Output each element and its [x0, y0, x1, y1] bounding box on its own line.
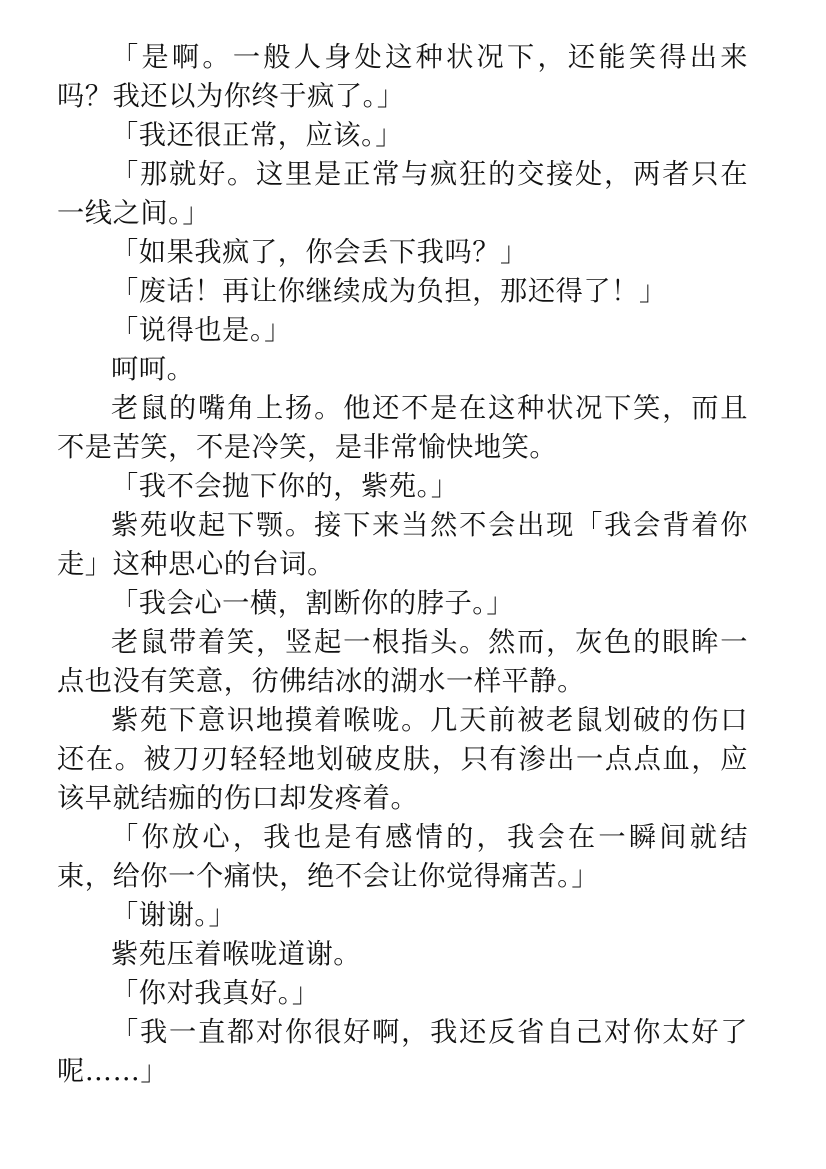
paragraph: 老鼠带着笑，竖起一根指头。然而，灰色的眼眸一点也没有笑意，彷佛结冰的湖水一样平静。	[57, 627, 748, 697]
text-body	[57, 38, 748, 1091]
paragraph: 「说得也是。」	[111, 315, 292, 346]
paragraph: 紫苑压着喉咙道谢。	[111, 939, 362, 970]
paragraph: 「我会心一横，割断你的脖子。」	[111, 588, 515, 619]
paragraph: 「那就好。这里是正常与疯狂的交接处，两者只在一线之间。」	[57, 159, 748, 229]
paragraph: 呵呵。	[111, 354, 195, 385]
paragraph: 「我不会抛下你的，紫苑。」	[111, 471, 459, 502]
paragraph: 「你对我真好。」	[111, 978, 320, 1009]
paragraph: 老鼠的嘴角上扬。他还不是在这种状况下笑，而且不是苦笑，不是冷笑，是非常愉快地笑。	[57, 393, 748, 463]
paragraph: 「我还很正常，应该。」	[111, 120, 404, 151]
paragraph: 「谢谢。」	[111, 900, 237, 931]
paragraph: 「是啊。一般人身处这种状况下，还能笑得出来吗？我还以为你终于疯了。」	[57, 42, 748, 112]
paragraph: 「废话！再让你继续成为负担，那还得了！」	[111, 276, 667, 307]
paragraph: 「你放心，我也是有感情的，我会在一瞬间就结束，给你一个痛快，绝不会让你觉得痛苦。」	[57, 822, 748, 892]
paragraph: 紫苑下意识地摸着喉咙。几天前被老鼠划破的伤口还在。被刀刃轻轻地划破皮肤，只有渗出一点点血，应该早就结痂的伤口却发疼着。	[57, 705, 748, 814]
paragraph: 「我一直都对你很好啊，我还反省自己对你太好了呢……」	[57, 1017, 748, 1087]
paragraph: 紫苑收起下颚。接下来当然不会出现「我会背着你走」这种思心的台词。	[57, 510, 748, 580]
paragraph: 「如果我疯了，你会丢下我吗？」	[111, 237, 528, 268]
